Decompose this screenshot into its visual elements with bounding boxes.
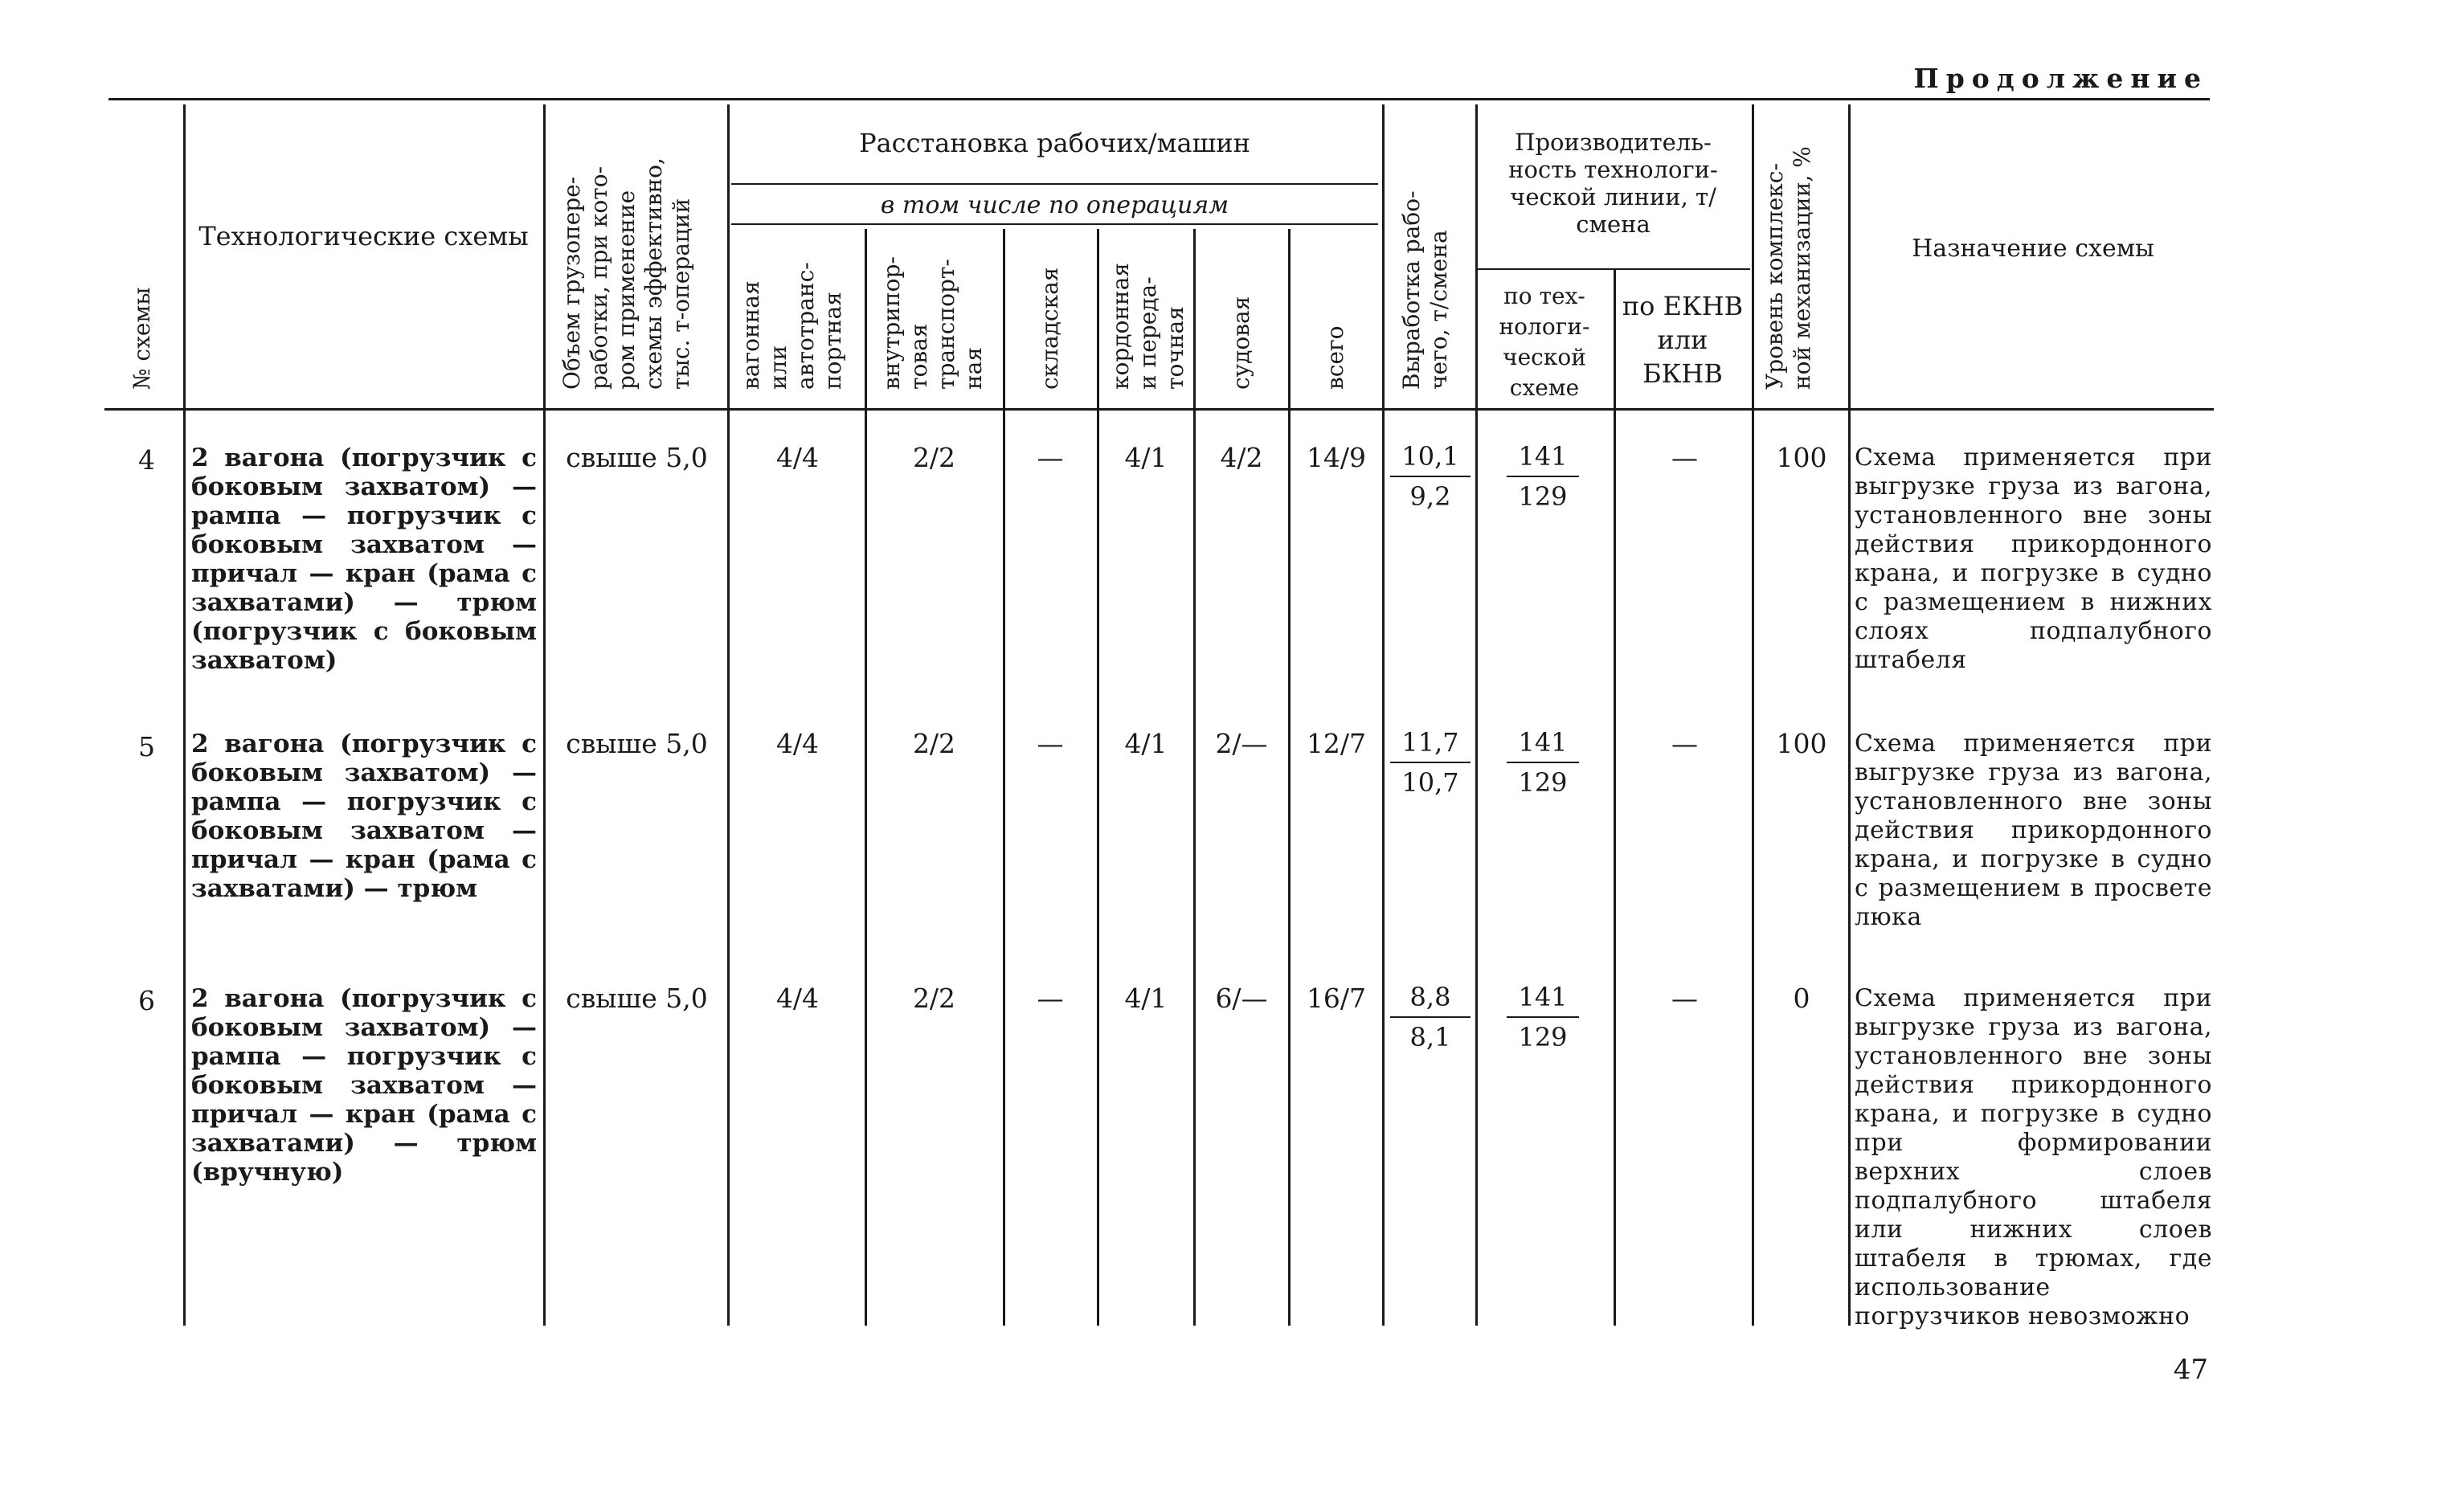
row-6-op-ship: 6/—	[1215, 983, 1268, 1014]
header-op-ship: судовая	[1228, 296, 1254, 390]
row-5-op-ship: 2/—	[1215, 728, 1268, 759]
row-4-volume: свыше 5,0	[566, 442, 708, 473]
row-5-op-wagon: 4/4	[775, 728, 820, 759]
placement-subrule	[731, 183, 1378, 185]
row-4-output-num: 10,1	[1401, 441, 1459, 472]
row-5-no: 5	[138, 731, 155, 762]
row-5-prod-num: 141	[1518, 727, 1568, 758]
header-output: Выработка рабо- чего, т/смена	[1398, 190, 1452, 390]
row-4-output-den: 9,2	[1409, 481, 1451, 512]
operations-subrule	[731, 223, 1378, 225]
row-6-ekhv: —	[1671, 983, 1698, 1014]
row-4-purpose: Схема применяется при выгрузке груза из вагона, установленного вне зоны действия прикордонного крана, и погрузке в судно с размещением в нижних слоях подпалубного штабеля	[1855, 443, 2212, 674]
row-6-volume: свыше 5,0	[566, 983, 708, 1014]
header-scheme-no: № схемы	[129, 287, 155, 390]
header-op-cordon: кордонная и переда- точная	[1107, 262, 1188, 390]
fraction-bar	[1390, 1016, 1471, 1018]
header-op-warehouse: складская	[1037, 267, 1063, 390]
header-prod-ekhv: по ЕКНВ или БКНВ	[1622, 291, 1744, 389]
header-bottom-rule	[104, 408, 2214, 411]
row-4-no: 4	[138, 444, 155, 476]
row-6-output-den: 8,1	[1409, 1022, 1451, 1052]
row-6-mech: 0	[1793, 983, 1810, 1014]
row-6-prod-den: 129	[1518, 1022, 1568, 1052]
col-rule	[1288, 229, 1291, 1326]
col-rule	[183, 104, 186, 1326]
row-4-prod-num: 141	[1518, 441, 1568, 472]
row-4-op-warehouse: —	[1037, 442, 1064, 473]
header-by-operations: в том числе по операциям	[880, 191, 1229, 219]
row-5-ekhv: —	[1671, 728, 1698, 759]
row-5-op-warehouse: —	[1037, 728, 1064, 759]
header-mech-level: Уровень комплекс- ной механизации, %	[1761, 146, 1815, 390]
row-5-prod-den: 129	[1518, 767, 1568, 798]
page-number: 47	[2173, 1354, 2208, 1386]
row-6-scheme: 2 вагона (погрузчик с боковым захватом) — рампа — погрузчик с боковым захватом — причал — кран (рама с захватами) — трюм (вручную)	[191, 984, 537, 1187]
table-top-rule	[108, 98, 2210, 100]
row-6-op-wagon: 4/4	[775, 983, 820, 1014]
col-rule	[1475, 104, 1478, 1326]
fraction-bar	[1390, 762, 1471, 763]
col-rule	[1382, 104, 1385, 1326]
row-5-output	[1390, 726, 1471, 799]
row-6-prod-tech	[1507, 981, 1579, 1053]
row-5-scheme: 2 вагона (погрузчик с боковым захватом) — рампа — погрузчик с боковым захватом — причал — кран (рама с захватами) — трюм	[191, 729, 537, 903]
header-placement: Расстановка рабочих/машин	[859, 128, 1250, 158]
row-6-op-warehouse: —	[1037, 983, 1064, 1014]
header-prod-tech: по тех-нологи-ческой схеме	[1499, 283, 1590, 401]
row-5-purpose: Схема применяется при выгрузке груза из вагона, установленного вне зоны действия прикордонного крана, и погрузке в судно с размещением в просвете люка	[1855, 729, 2212, 931]
row-5-op-total: 12/7	[1306, 728, 1367, 759]
row-4-prod-den: 129	[1518, 481, 1568, 512]
header-op-total: всего	[1322, 325, 1348, 390]
col-rule	[1848, 104, 1851, 1326]
row-4-op-cordon: 4/1	[1124, 442, 1168, 473]
header-tech-schemes: Технологические схемы	[198, 221, 529, 251]
fraction-bar	[1507, 1016, 1579, 1018]
row-5-op-cordon: 4/1	[1124, 728, 1168, 759]
col-rule	[865, 229, 867, 1326]
row-5-prod-tech	[1507, 726, 1579, 799]
fraction-bar	[1390, 476, 1471, 477]
row-4-scheme: 2 вагона (погрузчик с боковым захватом) — рампа — погрузчик с боковым захватом — причал — кран (рама с захватами) — трюм (погрузчик с боковым захватом)	[191, 443, 537, 675]
header-volume: Объем грузопере- работки, при кото- ром применение схемы эффективно, тыс. т-операций	[558, 157, 694, 390]
header-op-inport: внутрипор- товая транспорт- ная	[878, 256, 987, 390]
continuation-label: Продолжение	[1913, 63, 2208, 94]
col-rule	[1614, 270, 1616, 1326]
col-rule	[1193, 229, 1196, 1326]
row-5-mech: 100	[1776, 728, 1827, 759]
row-6-prod-num: 141	[1518, 982, 1568, 1012]
row-6-op-inport: 2/2	[912, 983, 956, 1014]
row-4-op-inport: 2/2	[912, 442, 956, 473]
row-4-op-ship: 4/2	[1220, 442, 1263, 473]
row-6-purpose: Схема применяется при выгрузке груза из вагона, установленного вне зоны действия прикордонного крана, и погрузке в судно при формировании верхних слоев подпалубного штабеля или нижних слоев штабеля в трюмах, где использование погрузчиков невозможно	[1855, 984, 2212, 1330]
row-5-volume: свыше 5,0	[566, 728, 708, 759]
col-rule	[1097, 229, 1099, 1326]
row-6-output-num: 8,8	[1409, 982, 1451, 1012]
col-rule	[543, 104, 546, 1326]
row-4-op-wagon: 4/4	[775, 442, 820, 473]
row-6-no: 6	[138, 985, 155, 1016]
header-purpose: Назначение схемы	[1912, 235, 2154, 263]
col-rule	[727, 104, 730, 1326]
col-rule	[1003, 229, 1005, 1326]
row-4-op-total: 14/9	[1306, 442, 1367, 473]
row-4-prod-tech	[1507, 440, 1579, 513]
header-op-wagon: вагонная или автотранс- портная	[738, 262, 846, 390]
row-5-output-num: 11,7	[1401, 727, 1459, 758]
row-5-output-den: 10,7	[1401, 767, 1459, 798]
col-rule	[1752, 104, 1754, 1326]
row-6-output	[1390, 981, 1471, 1053]
row-6-op-total: 16/7	[1306, 983, 1367, 1014]
header-productivity: Производитель-ность технологи-ческой линии, т/смена	[1508, 129, 1718, 238]
row-4-output	[1390, 440, 1471, 513]
row-6-op-cordon: 4/1	[1124, 983, 1168, 1014]
fraction-bar	[1507, 476, 1579, 477]
row-4-mech: 100	[1776, 442, 1827, 473]
fraction-bar	[1507, 762, 1579, 763]
row-4-ekhv: —	[1671, 442, 1698, 473]
row-5-op-inport: 2/2	[912, 728, 956, 759]
